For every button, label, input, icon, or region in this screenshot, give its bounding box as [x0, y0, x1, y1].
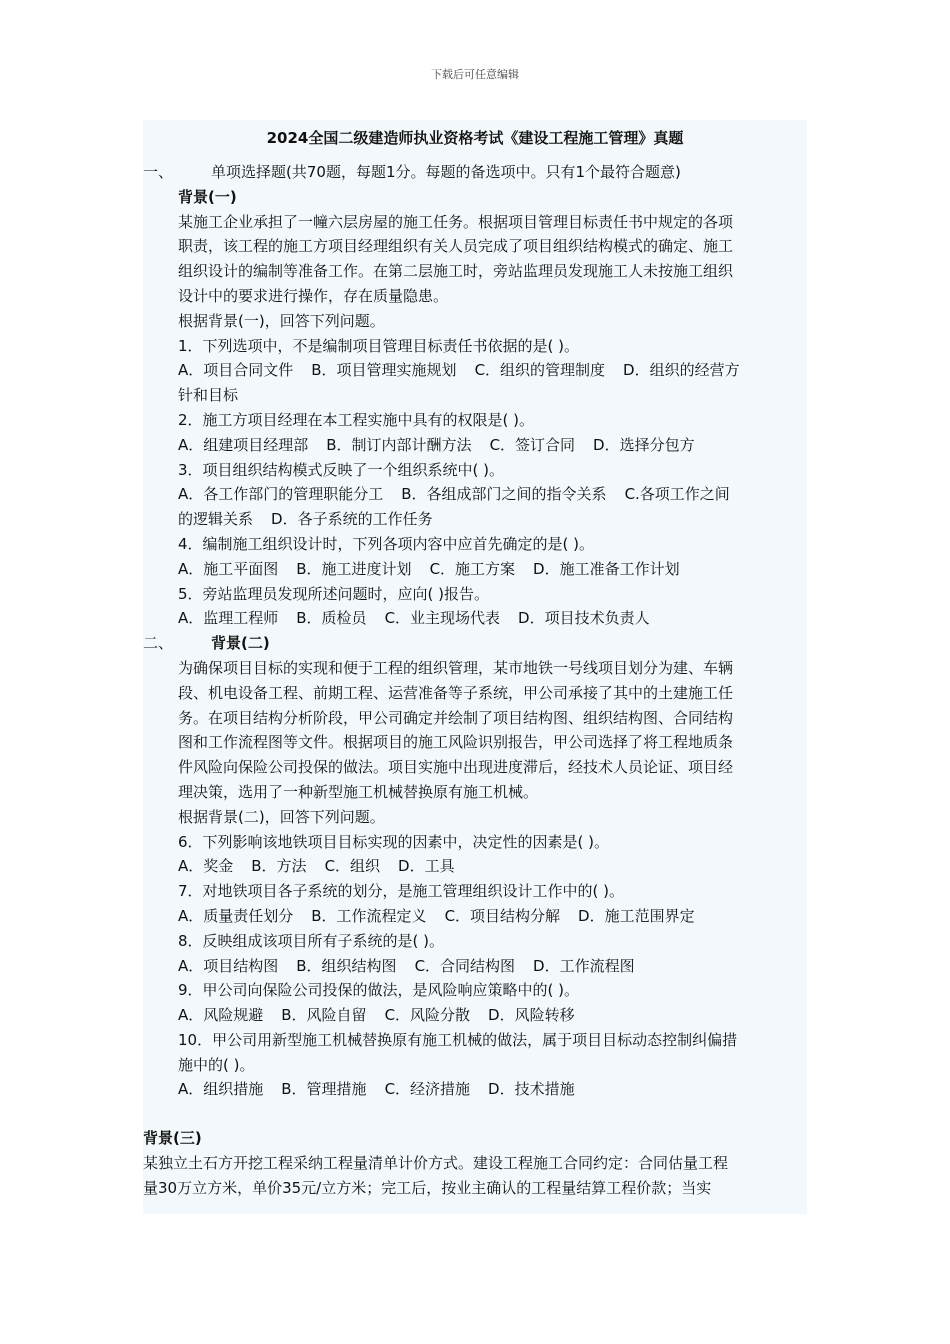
question-3-options-continued [178, 507, 807, 532]
option: D．项目技术负责人 [518, 609, 650, 628]
question-6: 6．下列影响该地铁项目目标实现的因素中，决定性的因素是( )。 [178, 832, 610, 851]
background-line: 量30万立方米，单价35元/立方米；完工后，按业主确认的工程量结算工程价款；当实 [143, 1178, 712, 1197]
document-body [143, 160, 807, 1201]
question-6-options [178, 854, 807, 879]
option-continuation: 的逻辑关系 [178, 510, 254, 529]
option: D．工作流程图 [533, 956, 635, 975]
option: D．选择分包方 [593, 435, 695, 454]
background-line: 段、机电设备工程、前期工程、运营准备等子系统，甲公司承接了其中的土建施工任 [178, 683, 734, 702]
background-title: 背景(一) [178, 187, 237, 206]
option: A．施工平面图 [178, 559, 279, 578]
option: B．工作流程定义 [311, 906, 427, 925]
background-title: 背景(二) [211, 634, 270, 653]
question-4-options [178, 557, 807, 582]
option: C.各项工作之间 [624, 485, 730, 504]
option: B．风险自留 [281, 1006, 367, 1025]
question-5: 5．旁站监理员发现所述问题时，应向( )报告。 [178, 584, 490, 603]
option: C．业主现场代表 [384, 609, 501, 628]
option: A．项目结构图 [178, 956, 279, 975]
question-3: 3．项目组织结构模式反映了一个组织系统中( )。 [178, 460, 505, 479]
option: A．组建项目经理部 [178, 435, 309, 454]
question-2: 2．施工方项目经理在本工程实施中具有的权限是( )。 [178, 410, 535, 429]
question-prompt: 根据背景(一)，回答下列问题。 [178, 311, 385, 330]
question-prompt: 根据背景(二)，回答下列问题。 [178, 807, 385, 826]
section-heading-text: 单项选择题(共70题，每题1分。每题的备选项中。只有1个最符合题意) [211, 163, 681, 181]
option: C．组织的管理制度 [474, 361, 606, 380]
page-title: 2024全国二级建造师执业资格考试《建设工程施工管理》真题 [266, 129, 684, 147]
option: D．施工准备工作计划 [533, 559, 680, 578]
option: B．施工进度计划 [296, 559, 412, 578]
section-2-body [143, 656, 807, 1102]
background-line: 某施工企业承担了一幢六层房屋的施工任务。根据项目管理目标责任书中规定的各项 [178, 212, 734, 231]
option: B．管理措施 [281, 1080, 367, 1099]
option: D．技术措施 [488, 1080, 575, 1099]
option: C．组织 [324, 857, 381, 876]
option: B．质检员 [296, 609, 367, 628]
question-7: 7．对地铁项目各子系统的划分，是施工管理组织设计工作中的( )。 [178, 882, 625, 901]
background-line: 某独立土石方开挖工程采纳工程量清单计价方式。建设工程施工合同约定：合同估量工程 [143, 1154, 729, 1173]
option: A．监理工程师 [178, 609, 279, 628]
question-1: 1．下列选项中，不是编制项目管理目标责任书依据的是( )。 [178, 336, 580, 355]
option: B．方法 [251, 857, 307, 876]
option: A．质量责任划分 [178, 906, 294, 925]
option: A．组织措施 [178, 1080, 264, 1099]
option: A．项目合同文件 [178, 361, 294, 380]
option: C．风险分散 [384, 1006, 471, 1025]
option: D．组织的经营方 [623, 361, 740, 380]
section-1-heading [143, 160, 807, 185]
question-7-options [178, 904, 807, 929]
option: C．项目结构分解 [444, 906, 561, 925]
option: D．各子系统的工作任务 [271, 510, 433, 529]
question-8: 8．反映组成该项目所有子系统的是( )。 [178, 931, 445, 950]
option-continuation: 针和目标 [178, 386, 239, 405]
question-9: 9．甲公司向保险公司投保的做法，是风险响应策略中的( )。 [178, 981, 580, 1000]
option: C．签订合同 [489, 435, 576, 454]
question-10-options [178, 1077, 807, 1102]
question-3-options [178, 482, 807, 507]
background-line: 为确保项目目标的实现和便于工程的组织管理，某市地铁一号线项目划分为建、车辆 [178, 658, 734, 677]
background-line: 职责，该工程的施工方项目经理组织有关人员完成了项目组织结构模式的确定、施工 [178, 237, 734, 256]
question-2-options [178, 433, 807, 458]
background-line: 设计中的要求进行操作，存在质量隐患。 [178, 286, 449, 305]
option: D．工具 [398, 857, 455, 876]
option: D．风险转移 [488, 1006, 575, 1025]
option: B．各组成部门之间的指令关系 [401, 485, 607, 504]
background-line: 件风险向保险公司投保的做法。项目实施中出现进度滞后，经技术人员论证、项目经 [178, 758, 734, 777]
option: B．组织结构图 [296, 956, 397, 975]
question-9-options [178, 1003, 807, 1028]
option: C．施工方案 [429, 559, 516, 578]
question-1-options [178, 358, 807, 383]
option: D．施工范围界定 [578, 906, 695, 925]
question-10: 10．甲公司用新型施工机械替换原有施工机械的做法，属于项目目标动态控制纠偏措 [178, 1030, 738, 1049]
question-10-continuation: 施中的( )。 [178, 1055, 255, 1074]
background-line: 图和工作流程图等文件。根据项目的施工风险识别报告，甲公司选择了将工程地质条 [178, 733, 734, 752]
option: A．风险规避 [178, 1006, 264, 1025]
question-8-options [178, 954, 807, 979]
option: B．项目管理实施规划 [311, 361, 457, 380]
background-line: 组织设计的编制等准备工作。在第二层施工时，旁站监理员发现施工人未按施工组织 [178, 262, 734, 281]
section-1-body [143, 185, 807, 631]
background-line: 理决策，选用了一种新型施工机械替换原有施工机械。 [178, 782, 539, 801]
spacer [143, 1102, 807, 1126]
header-note: 下载后可任意编辑 [431, 68, 519, 81]
section-number: 二、 [143, 634, 174, 653]
document-page [143, 120, 807, 1214]
option: B．制订内部计酬方法 [326, 435, 472, 454]
background-line: 务。在项目结构分析阶段，甲公司确定并绘制了项目结构图、组织结构图、合同结构 [178, 708, 734, 727]
option: A．奖金 [178, 857, 234, 876]
background-title: 背景(三) [143, 1129, 202, 1148]
option: C．经济措施 [384, 1080, 471, 1099]
question-5-options [178, 606, 807, 631]
section-2-heading [143, 631, 807, 656]
question-4: 4．编制施工组织设计时，下列各项内容中应首先确定的是( )。 [178, 534, 595, 553]
section-number: 一、 [143, 163, 174, 181]
option: C．合同结构图 [414, 956, 516, 975]
option: A．各工作部门的管理职能分工 [178, 485, 384, 504]
